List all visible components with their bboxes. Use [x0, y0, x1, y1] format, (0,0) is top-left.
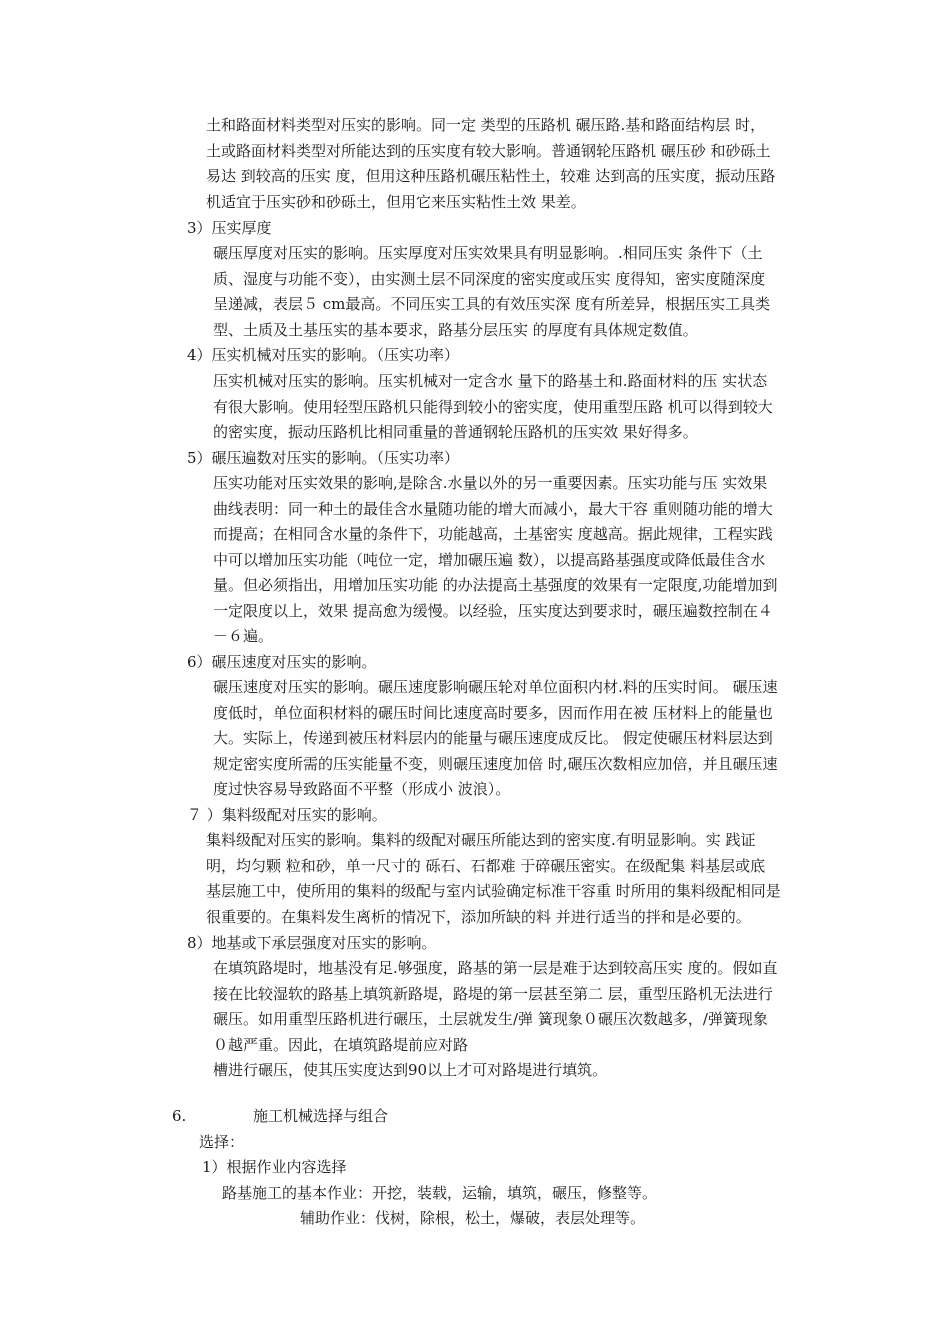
section-heading-subgrade: 8）地基或下承层强度对压实的影响。	[187, 934, 437, 952]
selection-label: 选择：	[199, 1133, 245, 1151]
section-title: 施工机械选择与组合	[253, 1107, 389, 1125]
paragraph-line: 呈递减，表层５ cm最高。不同压实工具的有效压实深 度有所差异，根据压实工具类	[213, 295, 771, 313]
paragraph-line: 压实功能对压实效果的影响,是除含.水量以外的另一重要因素。压实功能与压 实效果	[213, 474, 768, 492]
paragraph-line: 碾压速度对压实的影响。碾压速度影响碾压轮对单位面积内材.料的压实时间。 碾压速	[213, 678, 778, 696]
paragraph-line: 度低时，单位面积材料的碾压时间比速度高时要多，因而作用在被 压材料上的能量也	[213, 704, 773, 722]
paragraph-line: 易达 到较高的压实 度，但用这种压路机碾压粘性土，较难 达到高的压实度，振动压路	[206, 167, 776, 185]
paragraph-line: 的密实度，振动压路机比相同重量的普通钢轮压路机的压实效 果好得多。	[213, 423, 698, 441]
paragraph-line: 明，均匀颗 粒和砂，单一尺寸的 砾石、石都难 于碎碾压密实。在级配集 料基层或底	[206, 857, 766, 875]
paragraph-line: 大。实际上，传递到被压材料层内的能量与碾压速度成反比。 假定使碾压材料层达到	[213, 729, 773, 747]
section-heading-gradation: ７ ）集料级配对压实的影响。	[187, 806, 387, 824]
paragraph-line: 基层施工中，使所用的集料的级配与室内试验确定标准干容重 时所用的集料级配相同是	[206, 882, 781, 900]
paragraph-line: 机适宜于压实砂和砂砾土，但用它来压实粘性土效 果差。	[206, 193, 586, 211]
paragraph-line: 土和路面材料类型对压实的影响。同一定 类型的压路机 碾压路.基和路面结构层 时，	[206, 116, 766, 134]
paragraph-line: 压实机械对压实的影响。压实机械对一定含水 量下的路基土和.路面材料的压 实状态	[213, 372, 768, 390]
paragraph-line: 量。但必须指出，用增加压实功能 的办法提高土基强度的效果有一定限度,功能增加到	[213, 576, 778, 594]
section-heading-speed: 6）碾压速度对压实的影响。	[187, 653, 377, 671]
paragraph-line: 槽进行碾压，使其压实度达到90以上才可对路堤进行填筑。	[213, 1061, 608, 1079]
paragraph-line: 在填筑路堤时，地基没有足.够强度，路基的第一层是难于达到较高压实 度的。假如直	[213, 959, 778, 977]
section-heading-thickness: 3）压实厚度	[187, 219, 272, 237]
paragraph-line: 接在比较湿软的路基上填筑新路堤，路堤的第一层甚至第二 层，重型压路机无法进行	[213, 985, 773, 1003]
paragraph-line: －６遍。	[213, 627, 274, 645]
paragraph-line: 集料级配对压实的影响。集料的级配对碾压所能达到的密实度.有明显影响。实 践证	[206, 831, 756, 849]
paragraph-line: 一定限度以上，效果 提高愈为缓慢。以经验，压实度达到要求时，碾压遍数控制在４	[213, 602, 773, 620]
paragraph-line: 质、湿度与功能不变），由实测土层不同深度的密实度或压实 度得知，密实度随深度	[213, 270, 766, 288]
paragraph-line: 有很大影响。使用轻型压路机只能得到较小的密实度，使用重型压路 机可以得到较大	[213, 398, 773, 416]
sub-heading-by-task: 1）根据作业内容选择	[202, 1158, 347, 1176]
paragraph-line: 而提高；在相同含水量的条件下，功能越高，土基密实 度越高。据此规律，工程实践	[213, 525, 773, 543]
auxiliary-operations: 辅助作业：伐树，除根，松土，爆破，表层处理等。	[300, 1209, 646, 1227]
paragraph-line: 规定密实度所需的压实能量不变，则碾压速度加倍 时,碾压次数相应加倍，并且碾压速	[213, 755, 778, 773]
section-heading-passes: 5）碾压遍数对压实的影响。（压实功率）	[187, 449, 460, 467]
section-number: 6.	[172, 1107, 187, 1125]
basic-operations: 路基施工的基本作业：开挖，装载，运输，填筑，碾压，修整等。	[222, 1184, 658, 1202]
paragraph-line: 曲线表明：同一种土的最佳含水量随功能的增大而减小，最大干容 重则随功能的增大	[213, 500, 773, 518]
paragraph-line: 土或路面材料类型对所能达到的压实度有较大影响。普通钢轮压路机 碾压砂 和砂砾土	[206, 142, 771, 160]
paragraph-line: 中可以增加压实功能（吨位一定，增加碾压遍 数），以提高路基强度或降低最佳含水	[213, 551, 766, 569]
section-heading-machinery: 4）压实机械对压实的影响。（压实功率）	[187, 346, 460, 364]
paragraph-line: 碾压厚度对压实的影响。压实厚度对压实效果具有明显影响。.相同压实 条件下（土	[213, 244, 763, 262]
paragraph-line: 很重要的。在集料发生离析的情况下，添加所缺的料 并进行适当的拌和是必要的。	[206, 908, 751, 926]
paragraph-line: 度过快容易导致路面不平整（形成小 波浪）。	[213, 780, 511, 798]
paragraph-line: 型、土质及土基压实的基本要求，路基分层压实 的厚度有具体规定数值。	[213, 321, 698, 339]
paragraph-line: ０越严重。因此，在填筑路堤前应对路	[213, 1036, 469, 1054]
paragraph-line: 碾压。如用重型压路机进行碾压，土层就发生/弹 簧现象０碾压次数越多，/弹簧现象	[213, 1010, 768, 1028]
